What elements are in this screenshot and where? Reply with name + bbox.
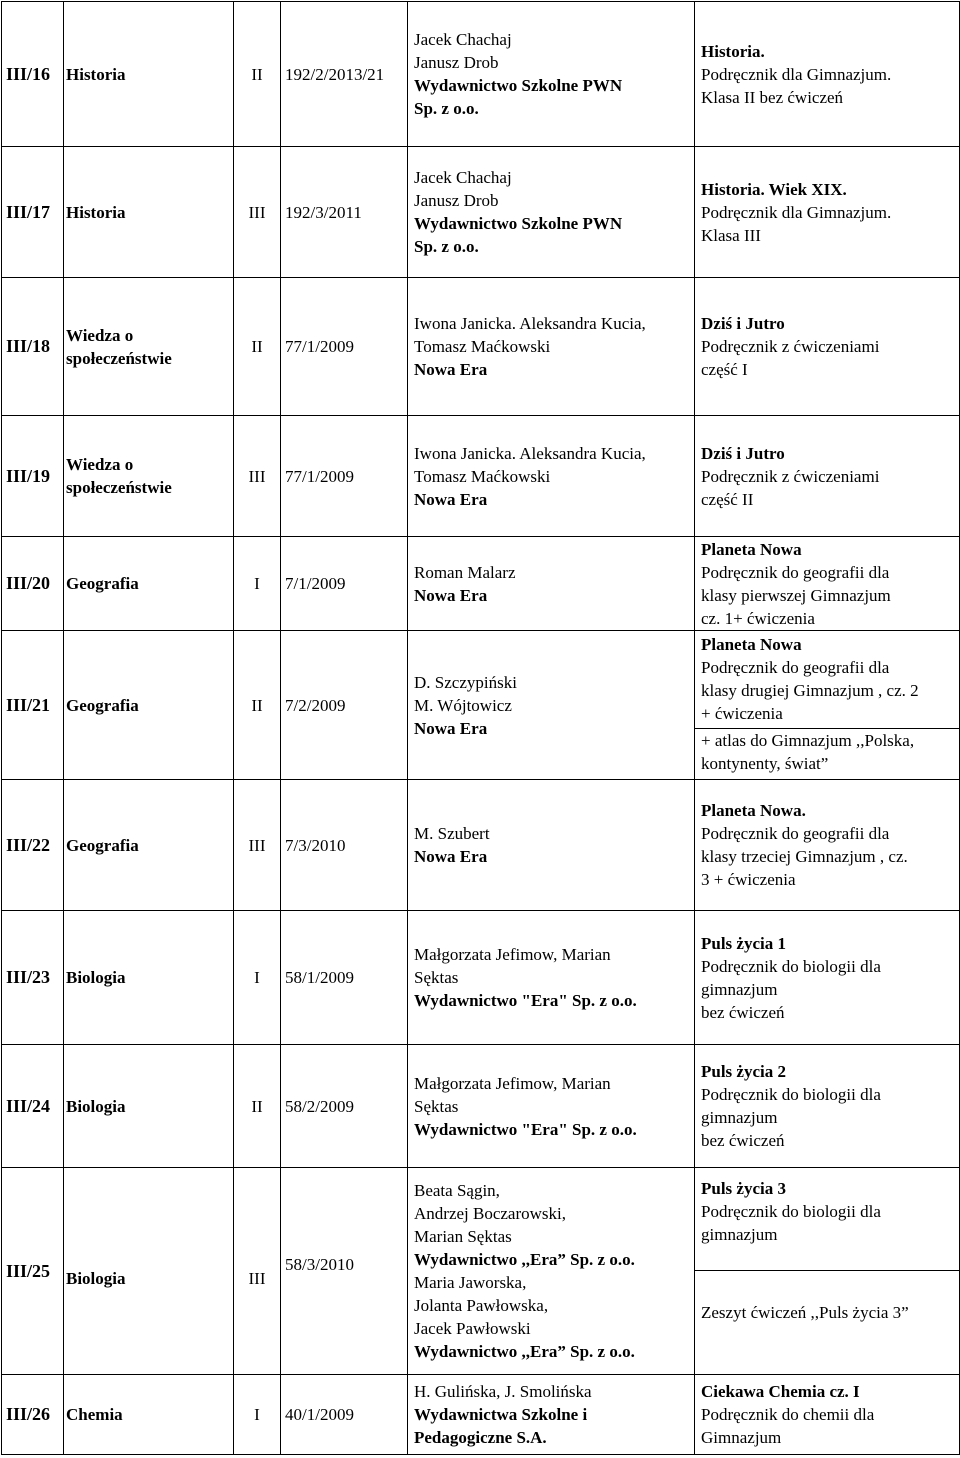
authors-publisher [408,911,695,1045]
registration-number: 7/2/2009 [281,631,408,780]
row-number: III/22 [2,780,64,911]
title-bold: Historia. Wiek XIX. [701,179,847,199]
publisher: Sp. z o.o. [414,99,479,118]
title-bold: Dziś i Jutro [701,314,785,333]
class-level: III [234,1168,281,1375]
row-number: III/25 [2,1168,64,1375]
title-line: Podręcznik do geografii dla [701,562,890,582]
textbook-title [695,2,960,147]
author: Sęktas [414,1096,459,1116]
textbook-title [695,1375,960,1455]
registration-number: 40/1/2009 [281,1375,408,1455]
authors-publisher [408,631,695,780]
row-number: III/17 [2,147,64,278]
textbook-title [695,147,960,278]
author: Jolanta Pawłowska, [414,1296,549,1315]
class-level: II [234,631,281,780]
title-line: Podręcznik dla Gimnazjum. [701,64,892,84]
table-row [2,1375,960,1455]
table-row [2,537,960,631]
authors-publisher [408,278,695,416]
title-line: Klasa II bez ćwiczeń [701,87,844,107]
authors-publisher [408,1375,695,1455]
subject: Geografia [64,537,234,631]
title-line: gimnazjum [701,1224,778,1244]
author: Małgorzata Jefimow, Marian [414,1073,611,1093]
table-row [2,631,960,780]
author: M. Szubert [414,824,490,843]
title-line: gimnazjum [701,979,778,999]
class-level: II [234,2,281,147]
row-number: III/20 [2,537,64,631]
subject: Historia [64,147,234,278]
title-bold: Puls życia 2 [701,1062,786,1081]
textbook-title [695,631,960,780]
publisher: Wydawnictwo Szkolne PWN [414,214,623,233]
subject-line: Wiedza o [66,325,134,345]
subject: Biologia [64,1168,234,1375]
registration-number: 192/3/2011 [281,147,408,278]
class-level: I [234,537,281,631]
table-row [2,911,960,1045]
title-line: Podręcznik do geografii dla [701,658,890,677]
title-line: część II [701,489,754,509]
author: Janusz Drob [414,53,499,72]
class-level: III [234,416,281,537]
title-line: klasy trzeciej Gimnazjum , cz. [701,847,908,866]
author: Małgorzata Jefimow, Marian [414,945,611,964]
title-line: Podręcznik dla Gimnazjum. [701,202,892,222]
authors-publisher [408,1168,695,1375]
author: Maria Jaworska, [414,1273,527,1292]
authors-publisher [408,780,695,911]
title-bold: Puls życia 1 [701,933,786,953]
row-number: III/19 [2,416,64,537]
title-line: Podręcznik do biologii dla [701,1085,881,1104]
subject: Biologia [64,911,234,1045]
registration-number: 7/1/2009 [281,537,408,631]
title-extra: kontynenty, świat” [701,754,829,773]
author: Roman Malarz [414,562,516,582]
subject [64,278,234,416]
title-line: gimnazjum [701,1108,778,1127]
author: H. Gulińska, J. Smolińska [414,1382,592,1401]
class-level: I [234,1375,281,1455]
author: Sęktas [414,968,459,987]
textbook-title [695,1168,960,1375]
row-number: III/24 [2,1045,64,1168]
registration-number: 77/1/2009 [281,416,408,537]
author: Tomasz Maćkowski [414,466,551,486]
title-line: Podręcznik do geografii dla [701,824,890,843]
authors-publisher [408,537,695,631]
title-extra: Zeszyt ćwiczeń ,,Puls życia 3” [701,1302,909,1322]
publisher: Wydawnictwo "Era" Sp. z o.o. [414,991,637,1010]
publisher: Nowa Era [414,847,488,866]
textbook-title [695,537,960,631]
title-line: klasy pierwszej Gimnazjum [701,585,891,605]
class-level: III [234,780,281,911]
title-line: cz. 1+ ćwiczenia [701,608,815,628]
author: Iwona Janicka. Aleksandra Kucia, [414,443,646,463]
subject: Chemia [64,1375,234,1455]
publisher: Nowa Era [414,489,488,509]
author: M. Wójtowicz [414,695,512,715]
publisher: Wydawnictwo Szkolne PWN [414,76,623,95]
title-bold: Planeta Nowa [701,635,802,654]
table-row [2,1045,960,1168]
author: Andrzej Boczarowski, [414,1204,567,1223]
title-bold: Puls życia 3 [701,1178,786,1198]
authors-publisher [408,147,695,278]
row-number: III/16 [2,2,64,147]
subject: Historia [64,2,234,147]
class-level: III [234,147,281,278]
publisher: Wydawnictwo ,,Era” Sp. z o.o. [414,1342,635,1361]
textbook-title [695,1045,960,1168]
title-line: Klasa III [701,225,761,245]
publisher: Wydawnictwo "Era" Sp. z o.o. [414,1119,637,1139]
author: D. Szczypiński [414,672,517,692]
registration-number: 58/3/2010 [281,1168,408,1375]
table-row [2,278,960,416]
subject [64,416,234,537]
title-line: Podręcznik do biologii dla [701,956,881,976]
title-bold: Planeta Nowa. [701,801,806,820]
table-row [2,1168,960,1375]
authors-publisher [408,2,695,147]
title-line: Podręcznik do chemii dla [701,1405,875,1424]
registration-number: 77/1/2009 [281,278,408,416]
title-bold: Ciekawa Chemia cz. I [701,1382,860,1401]
author: Beata Sągin, [414,1181,500,1200]
registration-number: 58/1/2009 [281,911,408,1045]
registration-number: 58/2/2009 [281,1045,408,1168]
title-line: Podręcznik do biologii dla [701,1201,881,1221]
table-row [2,416,960,537]
registration-number: 192/2/2013/21 [281,2,408,147]
row-number: III/21 [2,631,64,780]
textbook-title [695,911,960,1045]
table-row [2,147,960,278]
class-level: II [234,278,281,416]
title-line: część I [701,360,748,379]
textbook-title [695,780,960,911]
author: Jacek Chachaj [414,168,512,187]
title-line: bez ćwiczeń [701,1002,785,1022]
title-line: + ćwiczenia [701,704,783,723]
title-line: 3 + ćwiczenia [701,870,796,889]
publisher: Wydawnictwo ,,Era” Sp. z o.o. [414,1250,635,1269]
authors-publisher [408,1045,695,1168]
textbook-table [1,1,960,1455]
title-bold: Dziś i Jutro [701,443,785,463]
publisher: Wydawnictwa Szkolne i [414,1405,588,1424]
title-bold: Historia. [701,41,765,61]
row-number: III/23 [2,911,64,1045]
subject-line: Wiedza o [66,455,134,474]
class-level: I [234,911,281,1045]
table-row [2,2,960,147]
author: Janusz Drob [414,191,499,210]
author: Jacek Pawłowski [414,1319,531,1338]
row-number: III/26 [2,1375,64,1455]
title-line: Gimnazjum [701,1428,782,1447]
textbook-title [695,416,960,537]
publisher: Nowa Era [414,585,488,605]
subject: Geografia [64,780,234,911]
authors-publisher [408,416,695,537]
title-bold: Planeta Nowa [701,539,802,559]
title-line: klasy drugiej Gimnazjum , cz. 2 [701,681,919,700]
publisher: Pedagogiczne S.A. [414,1428,547,1447]
subject: Biologia [64,1045,234,1168]
author: Iwona Janicka. Aleksandra Kucia, [414,314,646,333]
subject-line: społeczeństwie [66,478,172,497]
author: Jacek Chachaj [414,30,512,49]
title-line: bez ćwiczeń [701,1131,785,1150]
title-extra: + atlas do Gimnazjum ,,Polska, [701,731,915,750]
publisher: Nowa Era [414,360,488,379]
author: Tomasz Maćkowski [414,337,551,356]
subject-line: społeczeństwie [66,348,172,368]
textbook-title [695,278,960,416]
publisher: Sp. z o.o. [414,237,479,256]
row-number: III/18 [2,278,64,416]
class-level: II [234,1045,281,1168]
title-line: Podręcznik z ćwiczeniami [701,337,880,356]
subject: Geografia [64,631,234,780]
table-row [2,780,960,911]
title-line: Podręcznik z ćwiczeniami [701,466,880,486]
publisher: Nowa Era [414,718,488,738]
author: Marian Sęktas [414,1227,512,1246]
registration-number: 7/3/2010 [281,780,408,911]
